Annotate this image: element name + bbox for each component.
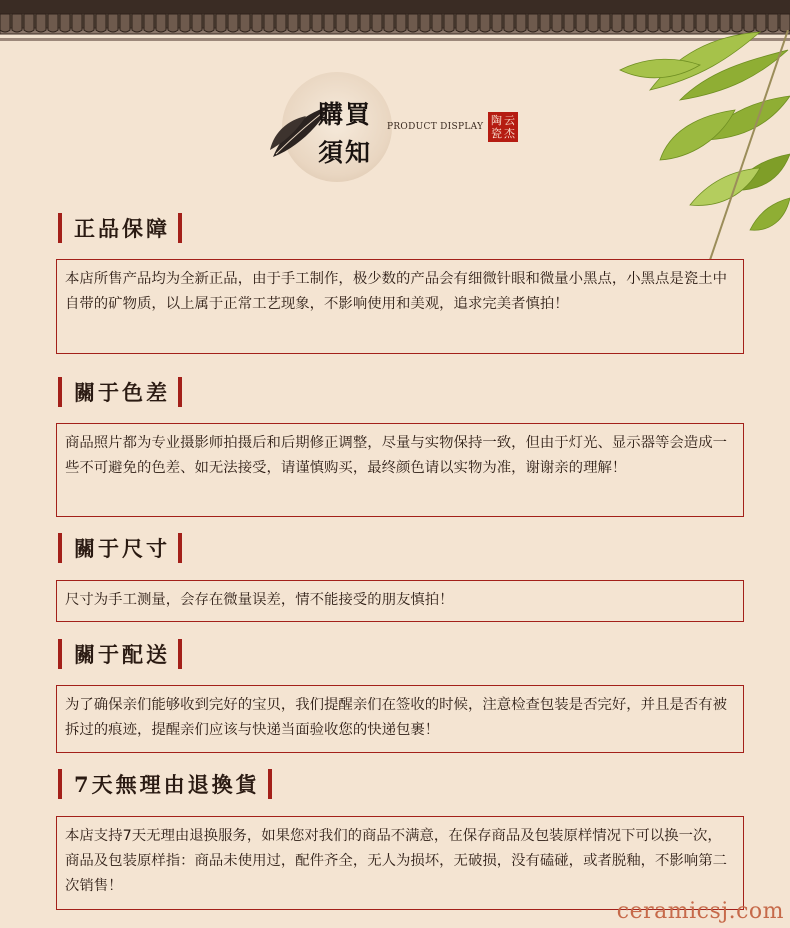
title-bar-left [58,533,62,563]
title-bar-left [58,769,62,799]
section-heading: 關于尺寸 [74,536,170,561]
section-heading: 關于色差 [74,380,170,405]
section-body-returns: 本店支持7天无理由退换服务，如果您对我们的商品不满意，在保存商品及包装原样情况下可以换一次，商品及包装原样指：商品未使用过，配件齐全，无人为损坏，无破损，没有磕碰，或者脱釉，不影响第二次销售！ [56,816,744,910]
section-body-size: 尺寸为手工测量，会存在微量误差，情不能接受的朋友慎拍！ [56,580,744,622]
title-bar-left [58,213,62,243]
watermark-text: ceramicsj.com [616,899,784,924]
title-bar-left [58,377,62,407]
title-bar-right [178,639,182,669]
section-body-authentic: 本店所售产品均为全新正品，由于手工制作，极少数的产品会有细微针眼和微量小黑点，小黑点是瓷土中自带的矿物质，以上属于正常工艺现象，不影响使用和美观，追求完美者慎拍！ [56,259,744,354]
section-heading: 正品保障 [74,216,170,241]
seal-char: 云 [504,114,515,127]
section-title-delivery [58,638,182,670]
purchase-notice-badge [268,72,388,192]
seal-char: 陶 [491,114,502,127]
badge-title-line2: 須知 [318,138,373,167]
section-title-color-difference [58,376,182,408]
section-heading: 關于配送 [74,642,170,667]
badge-title-line1: 購買 [318,100,373,129]
section-body-delivery: 为了确保亲们能够收到完好的宝贝，我们提醒亲们在签收的时候，注意检查包装是否完好，并且是否有被拆过的痕迹，提醒亲们应该与快递当面验收您的快递包裹！ [56,685,744,753]
section-heading: 7天無理由退換貨 [74,772,260,797]
section-body-color-difference: 商品照片都为专业摄影师拍摄后和后期修正调整，尽量与实物保持一致，但由于灯光、显示器等会造成一些不可避免的色差、如无法接受，请谨慎购买，最终颜色请以实物为准，谢谢亲的理解！ [56,423,744,517]
title-bar-right [178,213,182,243]
brand-seal [488,112,518,142]
bamboo-decoration [560,30,790,260]
seal-char: 杰 [504,127,515,140]
section-title-authentic [58,212,182,244]
title-bar-right [178,377,182,407]
section-title-size [58,532,182,564]
section-title-returns [58,768,272,800]
seal-char: 瓷 [491,127,502,140]
product-display-tagline: PRODUCT DISPLAY [387,122,484,132]
title-bar-right [268,769,272,799]
title-bar-right [178,533,182,563]
title-bar-left [58,639,62,669]
